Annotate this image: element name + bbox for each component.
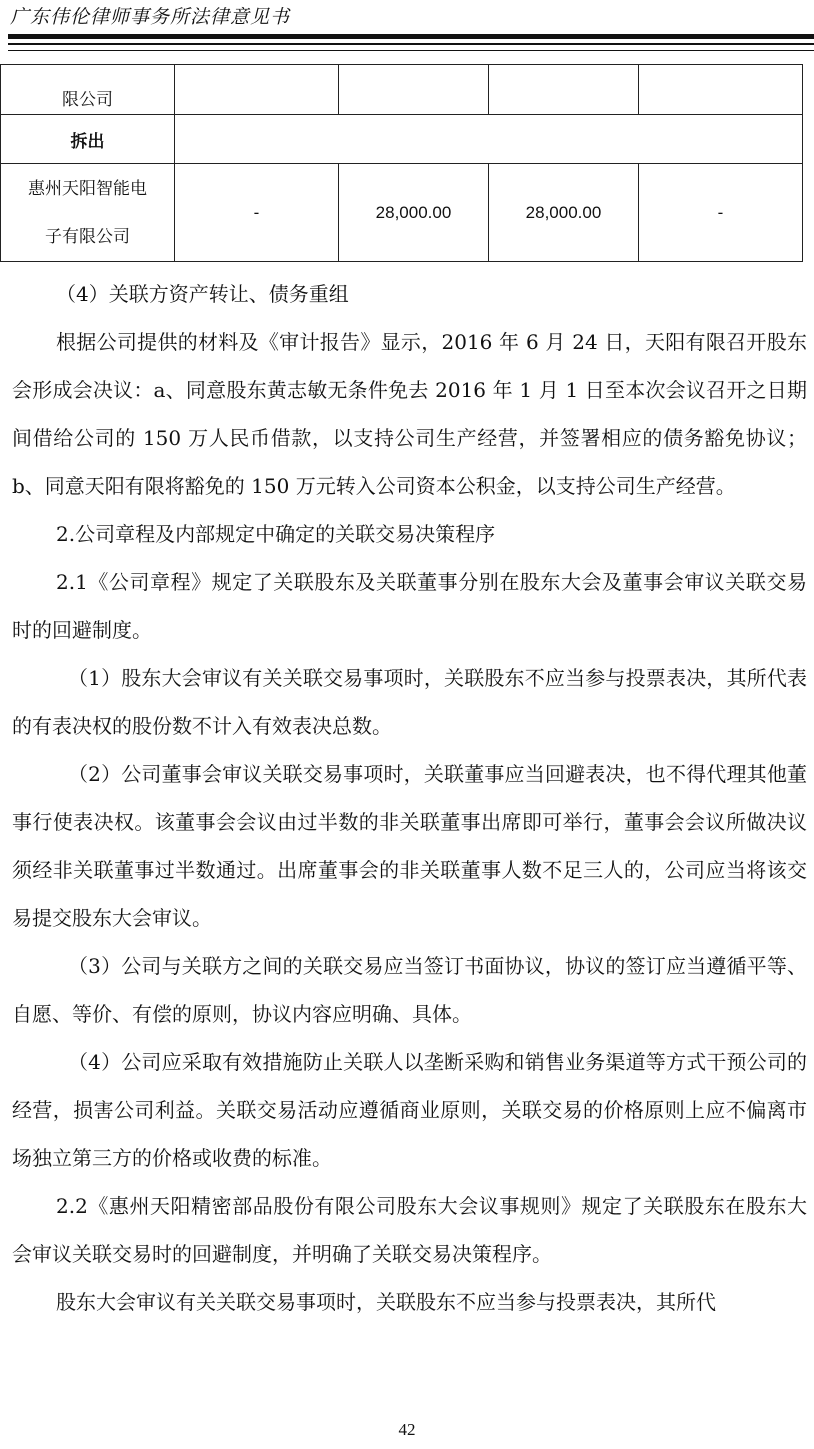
paragraph: （1）股东大会审议有关关联交易事项时，关联股东不应当参与投票表决，其所代表的有表决权的股份数不计入有效表决总数。 bbox=[12, 666, 807, 738]
paragraph: 2.1《公司章程》规定了关联股东及关联董事分别在股东大会及董事会审议关联交易时的回避制度。 bbox=[12, 570, 807, 642]
paragraph: 根据公司提供的材料及《审计报告》显示，2016 年 6 月 24 日，天阳有限召开股东会形成会决议：a、同意股东黄志敏无条件免去 2016 年 1 月 1 日至本次会议召开之日期间借给公司的 150 万人民币借款，以支持公司生产经营，并签署相应的债务豁免协议；b、同意天阳有限将豁免的 150 万元转入公司资本公积金，以支持公司生产经营。 bbox=[12, 330, 807, 498]
header-rule-thin-2 bbox=[8, 50, 814, 51]
table-cell: - bbox=[175, 164, 339, 262]
header-rule-thick bbox=[8, 34, 814, 39]
document-header-title: 广东伟伦律师事务所法律意见书 bbox=[10, 6, 291, 28]
table-cell: 28,000.00 bbox=[489, 164, 639, 262]
table-row bbox=[1, 65, 803, 115]
table-cell-name: 惠州天阳智能电 子有限公司 bbox=[1, 164, 175, 262]
paragraph: 2.2《惠州天阳精密部品股份有限公司股东大会议事规则》规定了关联股东在股东大会审议关联交易时的回避制度，并明确了关联交易决策程序。 bbox=[12, 1194, 807, 1266]
table-row bbox=[1, 115, 803, 164]
paragraph: （2）公司董事会审议关联交易事项时，关联董事应当回避表决，也不得代理其他董事行使表决权。该董事会会议由过半数的非关联董事出席即可举行，董事会会议所做决议须经非关联董事过半数通过。出席董事会的非关联董事人数不足三人的，公司应当将该交易提交股东大会审议。 bbox=[12, 762, 807, 930]
table-cell bbox=[489, 65, 639, 115]
body-text bbox=[12, 270, 807, 1326]
table-cell bbox=[339, 65, 489, 115]
header-rule-thin bbox=[8, 43, 814, 45]
paragraph: （3）公司与关联方之间的关联交易应当签订书面协议，协议的签订应当遵循平等、自愿、等价、有偿的原则，协议内容应明确、具体。 bbox=[12, 954, 807, 1026]
table-cell bbox=[175, 65, 339, 115]
page-number: 42 bbox=[398, 1420, 416, 1439]
paragraph: （4）关联方资产转让、债务重组 bbox=[56, 282, 349, 306]
table-cell-name: 限公司 bbox=[1, 65, 175, 115]
paragraph: 股东大会审议有关关联交易事项时，关联股东不应当参与投票表决，其所代 bbox=[56, 1290, 716, 1314]
table-cell: 28,000.00 bbox=[339, 164, 489, 262]
transaction-table bbox=[0, 64, 803, 262]
table-cell bbox=[175, 115, 803, 164]
table-row bbox=[1, 164, 803, 262]
paragraph: （4）公司应采取有效措施防止关联人以垄断采购和销售业务渠道等方式干预公司的经营，损害公司利益。关联交易活动应遵循商业原则，关联交易的价格原则上应不偏离市场独立第三方的价格或收费的标准。 bbox=[12, 1050, 807, 1170]
paragraph: 2.公司章程及内部规定中确定的关联交易决策程序 bbox=[56, 522, 496, 546]
table-section-label: 拆出 bbox=[1, 115, 175, 164]
table-cell bbox=[639, 65, 803, 115]
table-cell: - bbox=[639, 164, 803, 262]
